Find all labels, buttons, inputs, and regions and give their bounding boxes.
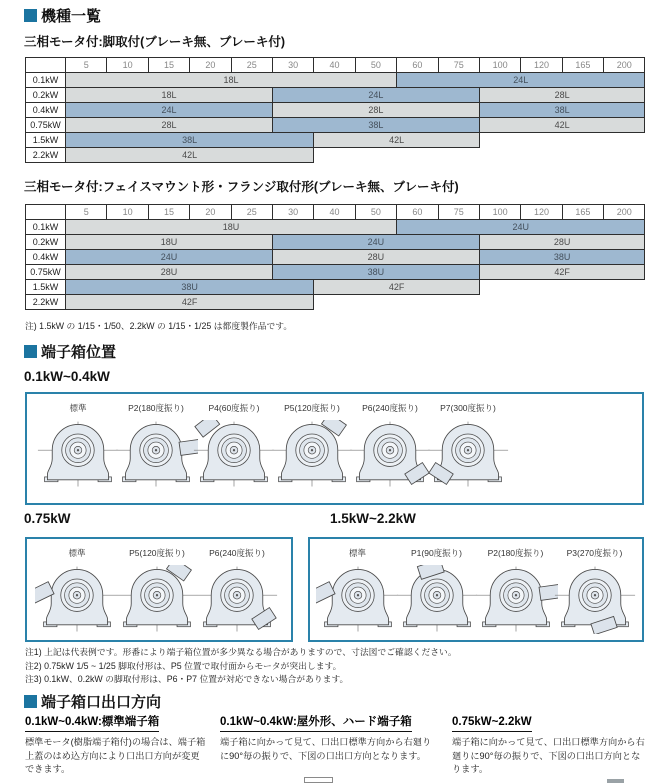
cutoff-figure [304, 777, 333, 783]
motor-front-icon [553, 565, 637, 634]
model-table-face-mount [25, 204, 645, 310]
terminal-position-notes [25, 646, 457, 687]
model-span-cell: 42F [66, 295, 314, 310]
power-row-label: 0.1kW [26, 220, 66, 235]
model-span-cell: 18L [66, 73, 397, 88]
power-row-label: 0.1kW [26, 73, 66, 88]
section-heading-model-list [24, 5, 101, 26]
motor-diagram [273, 394, 351, 489]
model-span-cell: 28U [479, 235, 645, 250]
motor-diagram-label: 標準 [68, 548, 86, 558]
ratio-column-header: 75 [438, 58, 479, 73]
ratio-column-header: 10 [107, 58, 148, 73]
motor-front-icon [114, 420, 198, 489]
motor-diagram [351, 394, 429, 489]
motor-diagram [397, 539, 476, 634]
model-span-cell: 18L [66, 88, 273, 103]
ratio-column-header: 15 [148, 205, 189, 220]
motor-diagram-label: P3(270度振り) [566, 548, 623, 558]
model-list-note: 注) 1.5kW の 1/15・1/50、2.2kW の 1/15・1/25 は都度製作品です。 [25, 321, 293, 331]
model-span-cell: 38L [66, 133, 314, 148]
table1-subtitle: 三相モータ付:脚取付(ブレーキ無、ブレーキ付) [24, 35, 285, 49]
motor-diagram [197, 539, 277, 634]
motor-diagram [555, 539, 634, 634]
ratio-column-header: 40 [314, 205, 355, 220]
terminal-position-box-075kw [25, 537, 293, 642]
model-span-cell: 18U [66, 220, 397, 235]
table-row [26, 280, 645, 295]
power-row-label: 1.5kW [26, 133, 66, 148]
motor-front-icon [474, 565, 558, 634]
cutoff-figure [607, 779, 624, 783]
motor-front-icon [195, 565, 279, 634]
table-row [26, 73, 645, 88]
ratio-column-header: 100 [479, 205, 520, 220]
model-table [25, 204, 645, 310]
ratio-column-header: 50 [355, 205, 396, 220]
motor-front-icon [115, 565, 199, 634]
section-heading-text: 端子箱口出口方向 [41, 694, 162, 711]
motor-diagram [195, 394, 273, 489]
model-span-cell: 38U [272, 265, 479, 280]
table-row [26, 148, 645, 163]
outlet-column-body: 端子箱に向かって見て、口出口標準方向から右廻りに90°毎の振りで、下図の口出口方向となります。 [452, 736, 645, 775]
ratio-column-header: 5 [66, 58, 107, 73]
model-span-cell: 28L [479, 88, 645, 103]
motor-diagram-label: P4(60度振り) [208, 403, 260, 413]
model-span-cell: 42F [479, 265, 645, 280]
outlet-column-outdoor [220, 716, 435, 763]
terminal-position-box-15-22kw [308, 537, 644, 642]
ratio-column-header: 165 [562, 205, 603, 220]
ratio-column-header: 200 [604, 58, 645, 73]
model-span-cell: 42L [479, 118, 645, 133]
power-row-label: 0.75kW [26, 118, 66, 133]
model-span-cell: 24L [66, 103, 273, 118]
model-span-cell: 38L [479, 103, 645, 118]
motor-diagram-label: P2(180度振り) [487, 548, 544, 558]
model-span-cell: 38U [66, 280, 314, 295]
outlet-column-title: 0.1kW~0.4kW:標準端子箱 [25, 716, 159, 732]
table-row [26, 235, 645, 250]
section-heading-terminal-position [24, 341, 116, 362]
motor-front-icon [348, 420, 432, 489]
terminal-position-box-01-04kw [25, 392, 644, 505]
section-marker-icon [24, 345, 37, 358]
power-row-label: 0.2kW [26, 88, 66, 103]
table-row [26, 88, 645, 103]
motor-diagram [117, 539, 197, 634]
ratio-column-header: 25 [231, 205, 272, 220]
motor-diagram-label: P6(240度振り) [362, 403, 418, 413]
motor-diagram-label: P5(120度振り) [129, 548, 185, 558]
ratio-column-header: 60 [397, 205, 438, 220]
ratio-column-header: 5 [66, 205, 107, 220]
motor-diagram-label: P2(180度振り) [128, 403, 184, 413]
ratio-column-header: 40 [314, 58, 355, 73]
model-span-cell: 24U [397, 220, 645, 235]
table-row [26, 103, 645, 118]
motor-front-icon [36, 420, 120, 489]
empty-cell [314, 148, 645, 163]
empty-cell [314, 295, 645, 310]
ratio-column-header: 165 [562, 58, 603, 73]
motor-front-icon [270, 420, 354, 489]
power-row-label: 2.2kW [26, 148, 66, 163]
model-table [25, 57, 645, 163]
table-row [26, 295, 645, 310]
ratio-column-header: 20 [190, 58, 231, 73]
section-marker-icon [24, 695, 37, 708]
motor-diagram [318, 539, 397, 634]
motor-front-icon [395, 565, 479, 634]
power-row-label: 0.75kW [26, 265, 66, 280]
table-row [26, 118, 645, 133]
ratio-column-header: 75 [438, 205, 479, 220]
table-row [26, 220, 645, 235]
motor-diagram [37, 539, 117, 634]
power-row-label: 0.2kW [26, 235, 66, 250]
motor-diagram-label: 標準 [69, 403, 87, 413]
note-line: 注2) 0.75kW 1/5 ~ 1/25 脚取付形は、P5 位置で取付面からモータが突出します。 [25, 660, 342, 671]
model-span-cell: 24U [66, 250, 273, 265]
ratio-column-header: 100 [479, 58, 520, 73]
table-corner-cell [26, 205, 66, 220]
power-row-label: 0.4kW [26, 103, 66, 118]
ratio-column-header: 30 [272, 58, 313, 73]
motor-diagram-label: P1(90度振り) [410, 548, 462, 558]
ratio-column-header: 25 [231, 58, 272, 73]
ratio-column-header: 120 [521, 205, 562, 220]
note-line: 注3) 0.1kW、0.2kW の脚取付形は、P6・P7 位置が対応できない場合があります。 [25, 674, 349, 684]
model-span-cell: 24U [272, 235, 479, 250]
section-marker-icon [24, 9, 37, 22]
ratio-column-header: 200 [604, 205, 645, 220]
ratio-column-header: 120 [521, 58, 562, 73]
motor-diagram [117, 394, 195, 489]
power-row-label: 2.2kW [26, 295, 66, 310]
ratio-column-header: 50 [355, 58, 396, 73]
model-span-cell: 38L [272, 118, 479, 133]
ratio-column-header: 15 [148, 58, 189, 73]
model-span-cell: 28U [272, 250, 479, 265]
empty-cell [479, 133, 645, 148]
section-heading-outlet-direction [24, 691, 161, 712]
section-heading-text: 端子箱位置 [41, 344, 117, 361]
empty-cell [479, 280, 645, 295]
model-span-cell: 38U [479, 250, 645, 265]
outlet-column-body: 標準モータ(樹脂端子箱付)の場合は、端子箱上蓋のはめ込方向により口出口方向が変更できます。 [25, 736, 206, 775]
ratio-column-header: 30 [272, 205, 313, 220]
motor-diagram [39, 394, 117, 489]
table-row [26, 133, 645, 148]
group-title-01-04kw: 0.1kW~0.4kW [24, 369, 110, 384]
model-span-cell: 28L [66, 118, 273, 133]
table2-subtitle: 三相モータ付:フェイスマウント形・フランジ取付形(ブレーキ無、ブレーキ付) [24, 180, 459, 194]
motor-front-icon [35, 565, 119, 634]
model-span-cell: 18U [66, 235, 273, 250]
section-heading-text: 機種一覧 [41, 8, 102, 25]
outlet-column-standard [25, 716, 207, 777]
model-span-cell: 42L [314, 133, 480, 148]
model-table-foot-mount [25, 57, 645, 163]
model-span-cell: 24L [272, 88, 479, 103]
power-row-label: 0.4kW [26, 250, 66, 265]
model-span-cell: 24L [397, 73, 645, 88]
model-span-cell: 28L [272, 103, 479, 118]
table-row [26, 250, 645, 265]
outlet-column-large [452, 716, 648, 777]
motor-diagram [429, 394, 507, 489]
motor-front-icon [192, 420, 276, 489]
group-title-15-22kw: 1.5kW~2.2kW [330, 511, 416, 526]
outlet-column-title: 0.75kW~2.2kW [452, 716, 532, 732]
model-span-cell: 42L [66, 148, 314, 163]
outlet-column-title: 0.1kW~0.4kW:屋外形、ハード端子箱 [220, 716, 412, 732]
table-row [26, 265, 645, 280]
motor-diagram [476, 539, 555, 634]
model-span-cell: 42F [314, 280, 480, 295]
motor-diagram-label: P6(240度振り) [209, 548, 265, 558]
outlet-column-body: 端子箱に向かって見て、口出口標準方向から右廻りに90°毎の振りで、下図の口出口方向となります。 [220, 736, 432, 761]
note-line: 注1) 上記は代表例です。形番により端子箱位置が多少異なる場合がありますので、寸法図でご確認ください。 [25, 647, 457, 657]
power-row-label: 1.5kW [26, 280, 66, 295]
motor-diagram-label: P7(300度振り) [440, 403, 496, 413]
model-span-cell: 28U [66, 265, 273, 280]
motor-front-icon [316, 565, 400, 634]
ratio-column-header: 20 [190, 205, 231, 220]
motor-diagram-label: P5(120度振り) [284, 403, 340, 413]
ratio-column-header: 60 [397, 58, 438, 73]
ratio-column-header: 10 [107, 205, 148, 220]
table-corner-cell [26, 58, 66, 73]
motor-front-icon [426, 420, 510, 489]
motor-diagram-label: 標準 [348, 548, 366, 558]
group-title-075kw: 0.75kW [24, 511, 71, 526]
